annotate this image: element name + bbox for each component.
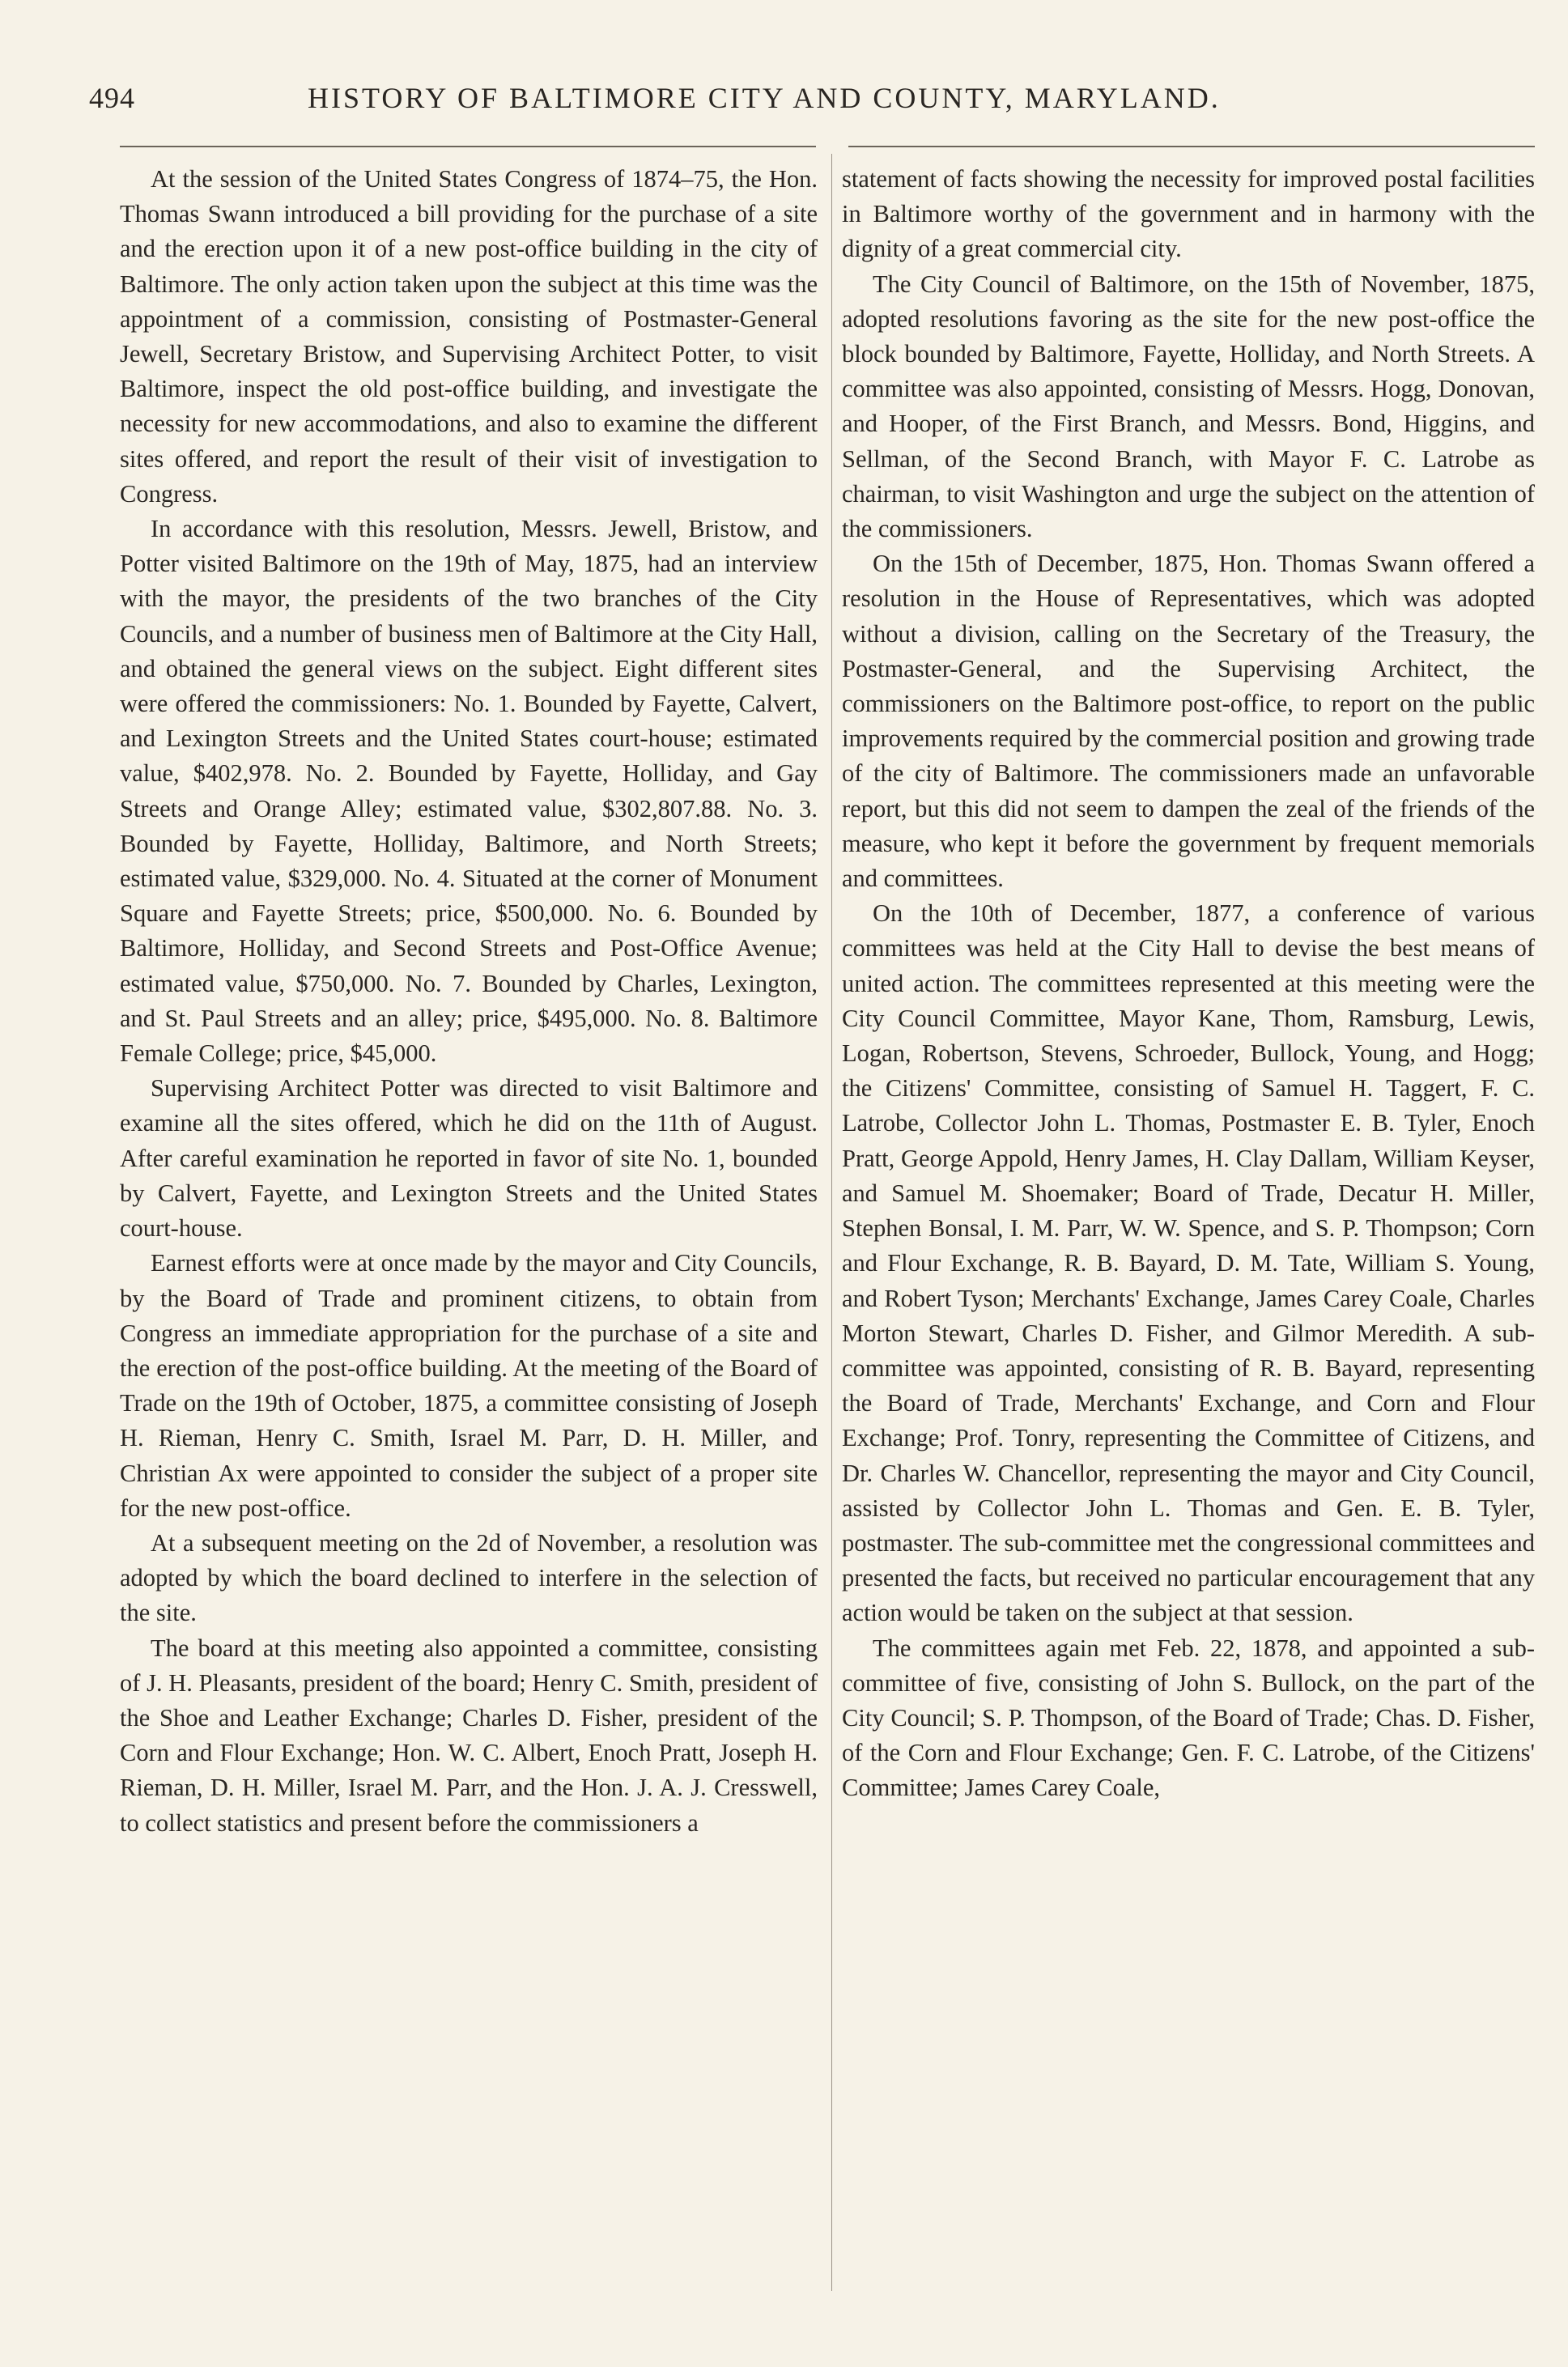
page-header (89, 74, 1376, 131)
paragraph: The City Council of Baltimore, on the 15th of November, 1875, adopted resolutions favoring as the site for the new post-office the block bounded by Baltimore, Fayette, Holliday, and North Streets. A committee was also appointed, consisting of Messrs. Hogg, Donovan, and Hooper, of the First Branch, and Messrs. Bond, Higgins, and Sellman, of the Second Branch, with Mayor F. C. Latrobe as chairman, to visit Washington and urge the subject on the attention of the commissioners. (842, 270, 1535, 543)
paragraph: At a subsequent meeting on the 2d of November, a resolution was adopted by which the board declined to interfere in the selection of the site. (120, 1528, 818, 1627)
paragraph: The board at this meeting also appointed a committee, consisting of J. H. Pleasants, president of the board; Henry C. Smith, president of the Shoe and Leather Exchange; Charles D. Fisher, president of the Corn and Flour Exchange; Hon. W. C. Albert, Enoch Pratt, Joseph H. Rieman, D. H. Miller, Israel M. Parr, and the Hon. J. A. J. Cresswell, to collect statistics and present before the commissioners a (120, 1634, 818, 1837)
paragraph: Supervising Architect Potter was directed to visit Baltimore and examine all the sites offered, which he did on the 11th of August. After careful examination he reported in favor of site No. 1, bounded by Calvert, Fayette, and Lexington Streets and the United States court-house. (120, 1074, 818, 1243)
paragraph: In accordance with this resolution, Messrs. Jewell, Bristow, and Potter visited Baltimore on the 19th of May, 1875, had an interview with the mayor, the presidents of the two branches of the City Councils, and a number of business men of Baltimore at the City Hall, and obtained the general views on the subject. Eight different sites were offered the commissioners: No. 1. Bounded by Fayette, Calvert, and Lexington Streets and the United States court-house; estimated value, $402,978. No. 2. Bounded by Fayette, Holliday, and Gay Streets and Orange Alley; estimated value, $302,807.88. No. 3. Bounded by Fayette, Holliday, Baltimore, and North Streets; estimated value, $329,000. No. 4. Situated at the corner of Monument Square and Fayette Streets; price, $500,000. No. 6. Bounded by Baltimore, Holliday, and Second Streets and Post-Office Avenue; estimated value, $750,000. No. 7. Bounded by Charles, Lexington, and St. Paul Streets and an alley; price, $495,000. No. 8. Baltimore Female College; price, $45,000. (120, 515, 818, 1068)
paragraph: At the session of the United States Congress of 1874–75, the Hon. Thomas Swann introduced a bill providing for the purchase of a site and the erection upon it of a new post-office building in the city of Baltimore. The only action taken upon the subject at this time was the appointment of a commission, consisting of Postmaster-General Jewell, Secretary Bristow, and Supervising Architect Potter, to visit Baltimore, inspect the old post-office building, and investigate the necessity for new accommodations, and also to examine the different sites offered, and report the result of their visit of investigation to Congress. (120, 165, 818, 508)
paragraph: The committees again met Feb. 22, 1878, and appointed a sub-committee of five, consisting of John S. Bullock, on the part of the City Council; S. P. Thompson, of the Board of Trade; Chas. D. Fisher, of the Corn and Flour Exchange; Gen. F. C. Latrobe, of the Citizens' Committee; James Carey Coale, (842, 1634, 1535, 1802)
page-number: 494 (89, 82, 135, 114)
right-column (842, 162, 1535, 1806)
header-rule-left (120, 146, 816, 147)
paragraph: Earnest efforts were at once made by the mayor and City Councils, by the Board of Trade and prominent citizens, to obtain from Congress an immediate appropriation for the purchase of a site and the erection of the post-office building. At the meeting of the Board of Trade on the 19th of October, 1875, a committee consisting of Joseph H. Rieman, Henry C. Smith, Israel M. Parr, D. H. Miller, and Christian Ax were appointed to consider the subject of a proper site for the new post-office. (120, 1249, 818, 1522)
paragraph: On the 15th of December, 1875, Hon. Thomas Swann offered a resolution in the House of Representatives, which was adopted without a division, calling on the Secretary of the Treasury, the Postmaster-General, and the Supervising Architect, the commissioners on the Baltimore post-office, to report on the public improvements required by the commercial position and growing trade of the city of Baltimore. The commissioners made an unfavorable report, but this did not seem to dampen the zeal of the friends of the measure, who kept it before the government by frequent memorials and committees. (842, 550, 1535, 893)
paragraph-continued: statement of facts showing the necessity for improved postal facilities in Baltimore worthy of the government and in harmony with the dignity of a great commercial city. (842, 165, 1535, 263)
paragraph: On the 10th of December, 1877, a conference of various committees was held at the City Hall to devise the best means of united action. The committees represented at this meeting were the City Council Committee, Mayor Kane, Thom, Ramsburg, Lewis, Logan, Robertson, Stevens, Schroeder, Bullock, Young, and Hogg; the Citizens' Committee, consisting of Samuel H. Taggert, F. C. Latrobe, Collector John L. Thomas, Postmaster E. B. Tyler, Enoch Pratt, George Appold, Henry James, H. Clay Dallam, William Keyser, and Samuel M. Shoemaker; Board of Trade, Decatur H. Miller, Stephen Bonsal, I. M. Parr, W. W. Spence, and S. P. Thompson; Corn and Flour Exchange, R. B. Bayard, D. M. Tate, William S. Young, and Robert Tyson; Merchants' Exchange, James Carey Coale, Charles Morton Stewart, Charles D. Fisher, and Gilmor Meredith. A sub-committee was appointed, consisting of R. B. Bayard, representing the Board of Trade, Merchants' Exchange, and Corn and Flour Exchange; Prof. Tonry, representing the Committee of Citizens, and Dr. Charles W. Chancellor, representing the mayor and City Council, assisted by Collector John L. Thomas and Gen. E. B. Tyler, postmaster. The sub-committee met the congressional committees and presented the facts, but received no particular encouragement that any action would be taken on the subject at that session. (842, 899, 1535, 1627)
left-column (120, 162, 818, 1841)
running-head: HISTORY OF BALTIMORE CITY AND COUNTY, MARYLAND. (308, 82, 1221, 114)
header-rule-right (848, 146, 1535, 147)
column-divider (831, 154, 832, 2291)
